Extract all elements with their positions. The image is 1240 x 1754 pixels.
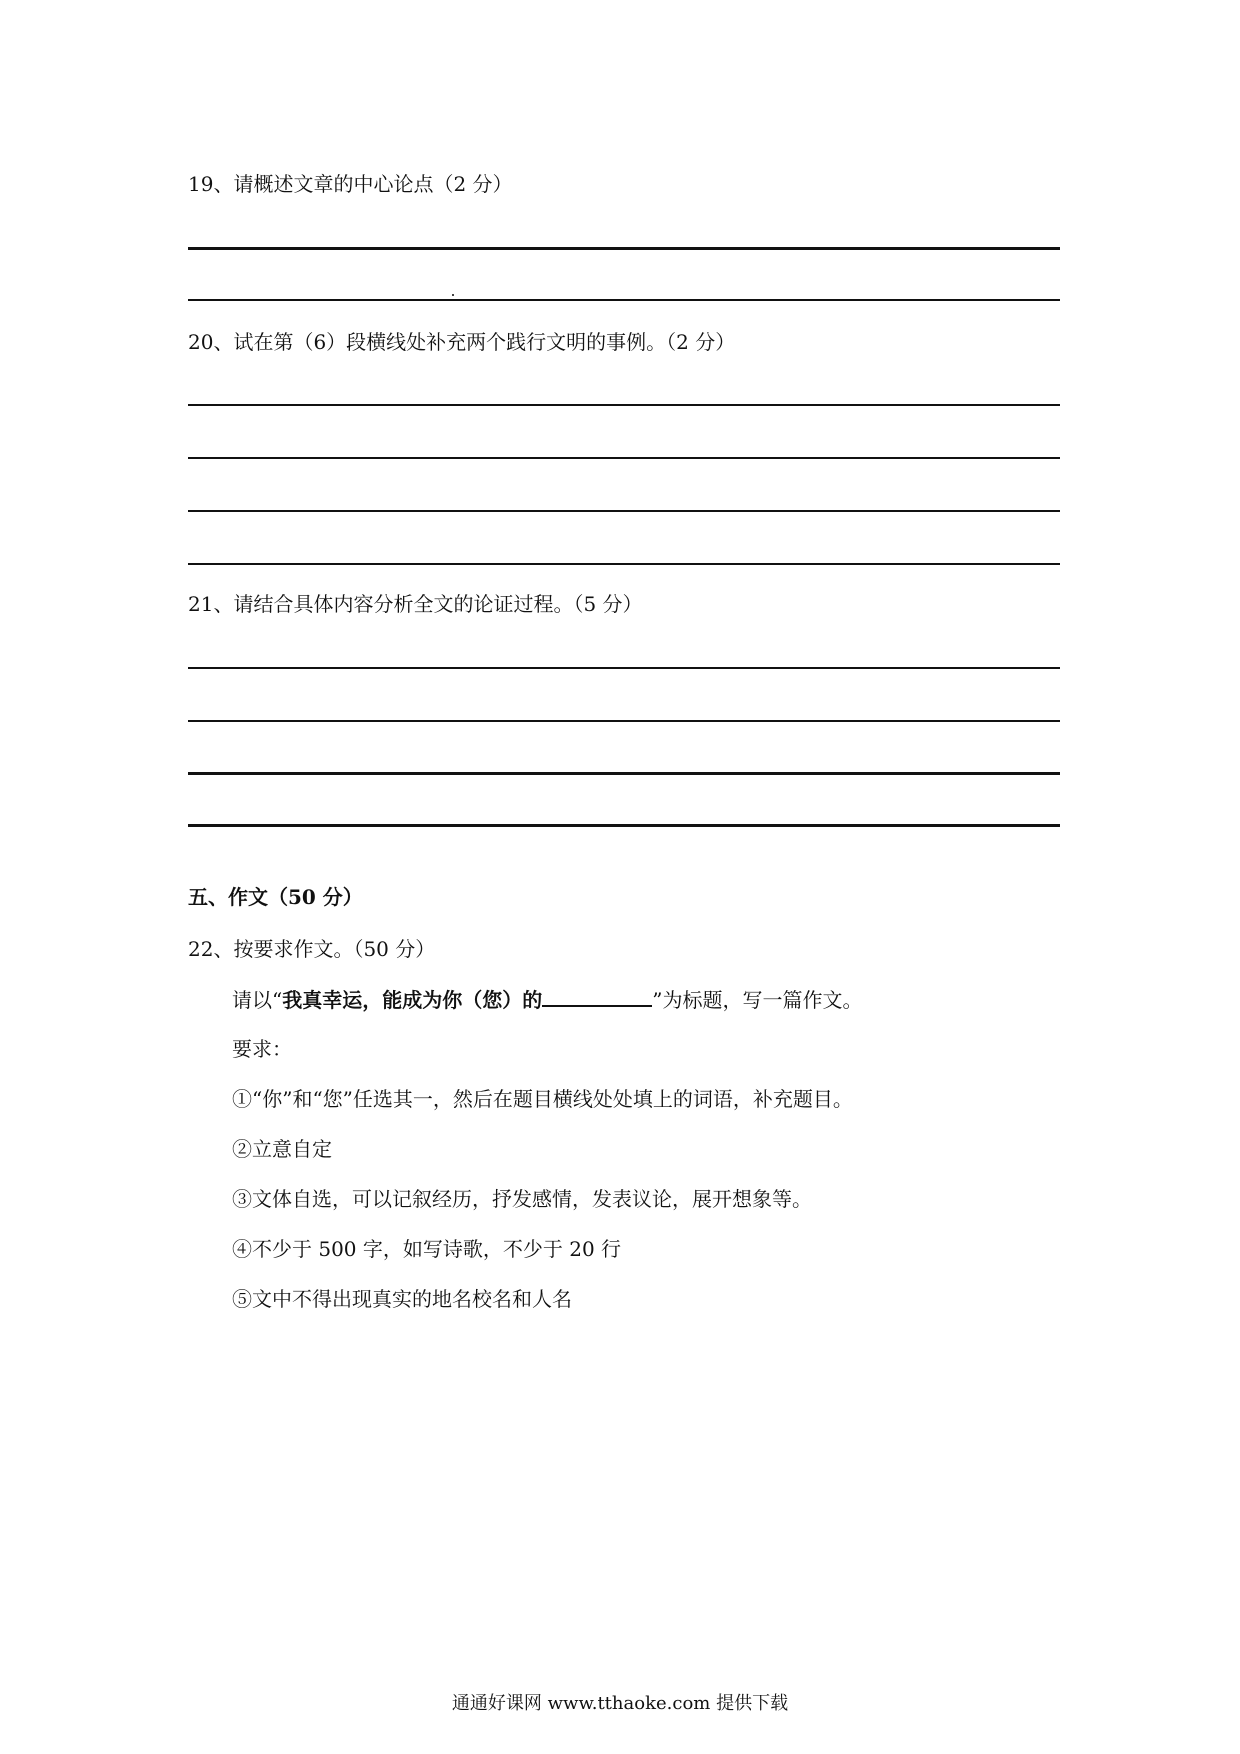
answer-line bbox=[188, 563, 1060, 565]
prompt-title: 我真幸运，能成为你（您）的 bbox=[282, 988, 543, 1012]
answer-line bbox=[188, 247, 1060, 250]
answer-line bbox=[188, 720, 1060, 722]
answer-line bbox=[188, 457, 1060, 459]
answer-line bbox=[188, 299, 1060, 301]
question-19: 19、请概述文章的中心论点（2 分） bbox=[188, 172, 513, 196]
page-footer: 通通好课网 www.tthaoke.com 提供下载 bbox=[451, 1693, 789, 1714]
answer-line bbox=[188, 772, 1060, 775]
answer-line bbox=[188, 667, 1060, 669]
question-21: 21、请结合具体内容分析全文的论证过程。（5 分） bbox=[188, 592, 643, 616]
requirement-item: ③文体自选，可以记叙经历，抒发感情，发表议论，展开想象等。 bbox=[232, 1187, 812, 1211]
prompt-prefix: 请以“ bbox=[232, 988, 283, 1012]
requirement-item: ④不少于 500 字，如写诗歌，不少于 20 行 bbox=[232, 1237, 622, 1261]
question-22: 22、按要求作文。（50 分） bbox=[188, 937, 436, 961]
essay-prompt bbox=[232, 987, 862, 1012]
requirement-item: ②立意自定 bbox=[232, 1137, 332, 1161]
stray-dot bbox=[452, 294, 454, 296]
title-blank bbox=[542, 987, 652, 1007]
requirement-item: ①“你”和“您”任选其一，然后在题目横线处处填上的词语，补充题目。 bbox=[232, 1087, 853, 1111]
prompt-suffix: ”为标题，写一篇作文。 bbox=[652, 988, 863, 1012]
requirement-item: ⑤文中不得出现真实的地名校名和人名 bbox=[232, 1287, 572, 1311]
answer-line bbox=[188, 824, 1060, 827]
question-20: 20、试在第（6）段横线处补充两个践行文明的事例。（2 分） bbox=[188, 330, 736, 354]
requirements-label: 要求： bbox=[232, 1037, 292, 1061]
answer-line bbox=[188, 404, 1060, 406]
answer-line bbox=[188, 510, 1060, 512]
section-title: 五、作文（50 分） bbox=[188, 885, 363, 909]
